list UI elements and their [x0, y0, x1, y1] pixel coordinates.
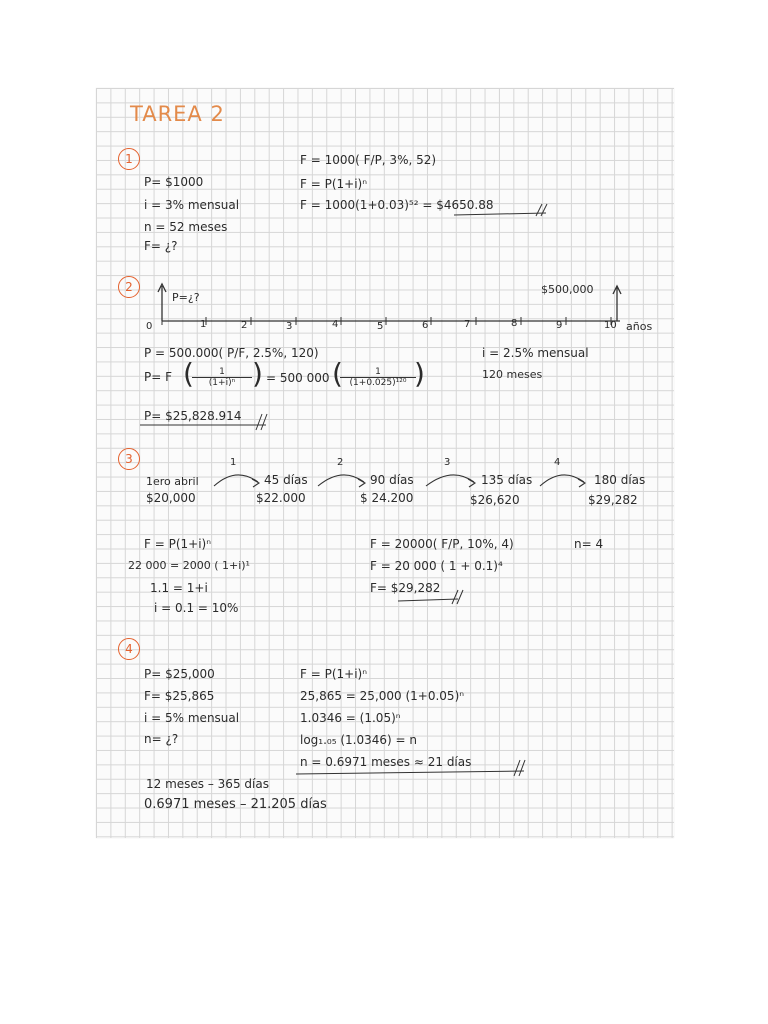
work-line: F = 1000(1+0.03)⁵² = $4650.88	[300, 198, 494, 212]
date-label: 90 días	[370, 473, 414, 487]
amount-label: $22.000	[256, 491, 306, 505]
bracket: (	[183, 357, 194, 390]
date-label: 135 días	[481, 473, 533, 487]
given-line: i = 3% mensual	[144, 198, 240, 212]
tick-label: 3	[286, 321, 293, 332]
notebook-page	[96, 88, 674, 838]
tick-label: 5	[377, 321, 384, 332]
amount-label: $20,000	[146, 491, 196, 505]
work-line: 22 000 = 2000 ( 1+i)¹	[128, 559, 250, 572]
work-line: F = P(1+i)ⁿ	[300, 667, 367, 681]
problem-number-1: 1	[118, 148, 140, 170]
work-line: F = P(1+i)ⁿ	[144, 537, 211, 551]
step-label: 1	[230, 457, 237, 468]
result: P= $25,828.914	[144, 409, 242, 423]
step-label: 4	[554, 457, 561, 468]
work-line: P = 500.000( P/F, 2.5%, 120)	[144, 346, 319, 360]
tick-label: 8	[511, 318, 518, 329]
work-line: 1.1 = 1+i	[150, 581, 208, 595]
months-line: 120 meses	[482, 368, 543, 381]
work-line: F= $29,282	[370, 581, 441, 595]
present-value-label: P=¿?	[172, 291, 200, 304]
work-line: F = P(1+i)ⁿ	[300, 177, 367, 191]
tick-label: 7	[464, 319, 471, 330]
future-value-label: $500,000	[541, 283, 594, 296]
problem-number-3: 3	[118, 448, 140, 470]
tick-label: 2	[241, 320, 248, 331]
formula-label: P= F	[144, 370, 173, 384]
conversion-line: 12 meses – 365 días	[146, 777, 269, 791]
work-line: 25,865 = 25,000 (1+0.05)ⁿ	[300, 689, 465, 703]
work-line: F = 20000( F/P, 10%, 4)	[370, 537, 514, 551]
tick-label: 10	[604, 320, 617, 331]
work-line: i = 0.1 = 10%	[154, 601, 239, 615]
problem-number-2: 2	[118, 276, 140, 298]
amount-label: $26,620	[470, 493, 520, 507]
tick-label: 1	[200, 319, 207, 330]
given-line: P= $25,000	[144, 667, 215, 681]
amount-label: $29,282	[588, 493, 638, 507]
step-label: 3	[444, 457, 451, 468]
amount-label: $ 24.200	[360, 491, 414, 505]
date-label: 1ero abril	[146, 475, 199, 488]
date-label: 180 días	[594, 473, 646, 487]
fraction: $\frac{1}{\text{(1+i)ⁿ}}$	[192, 367, 252, 388]
n-label: n= 4	[574, 537, 604, 551]
bracket: )	[252, 357, 263, 390]
problem-number-4: 4	[118, 638, 140, 660]
work-line: F = 20 000 ( 1 + 0.1)⁴	[370, 559, 503, 573]
step-label: 2	[337, 457, 344, 468]
rate-line: i = 2.5% mensual	[482, 346, 589, 360]
given-line: P= $1000	[144, 175, 204, 189]
work-line: n = 0.6971 meses ≈ 21 días	[300, 755, 472, 769]
work-line: F = 1000( F/P, 3%, 52)	[300, 153, 437, 167]
bracket: )	[414, 357, 425, 390]
tick-label: 9	[556, 320, 563, 331]
given-line: F= $25,865	[144, 689, 215, 703]
tick-label: 0	[146, 321, 153, 332]
given-line: i = 5% mensual	[144, 711, 240, 725]
given-line: n= ¿?	[144, 732, 179, 746]
date-label: 45 días	[264, 473, 308, 487]
fraction: $\frac{1}{\text{(1+0.025)¹²⁰}}$	[340, 367, 416, 388]
page-title: TAREA 2	[130, 102, 225, 126]
given-line: F= ¿?	[144, 239, 178, 253]
bracket: (	[332, 357, 343, 390]
tick-label: 6	[422, 320, 429, 331]
formula-mid: = 500 000	[266, 371, 330, 385]
work-line: log₁.₀₅ (1.0346) = n	[300, 733, 417, 747]
work-line: 1.0346 = (1.05)ⁿ	[300, 711, 401, 725]
given-line: n = 52 meses	[144, 220, 228, 234]
conversion-line: 0.6971 meses – 21.205 días	[144, 797, 327, 812]
tick-label: 4	[332, 319, 339, 330]
axis-unit: años	[626, 320, 653, 333]
